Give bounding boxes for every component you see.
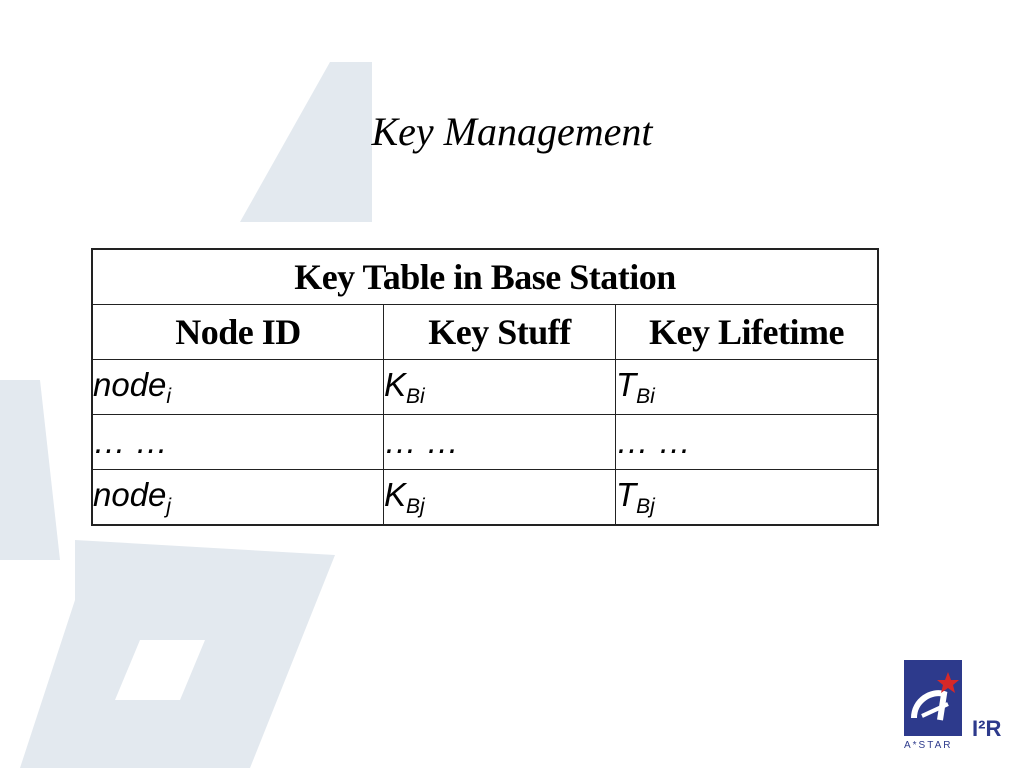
table-row <box>92 360 878 415</box>
cell-key-stuff: … … <box>384 415 616 470</box>
cell-node-id: … … <box>92 415 384 470</box>
cell-key-lifetime: $T_{Bj}$ <box>616 470 879 526</box>
cell-key-lifetime: $T_{Bi}$ <box>616 360 879 415</box>
cell-key-stuff: $K_{Bi}$ <box>384 360 616 415</box>
header-key-stuff: Key Stuff <box>384 305 616 360</box>
slide-title: Key Management <box>371 109 653 154</box>
cell-key-stuff: $K_{Bj}$ <box>384 470 616 526</box>
logo-i2r-text: I²R <box>972 716 1002 741</box>
cell-node-id: node$_i$ <box>92 360 384 415</box>
caption-row <box>92 249 878 305</box>
cell-node-id: node$_j$ <box>92 470 384 526</box>
logo-mark-icon <box>904 660 962 736</box>
header-row <box>92 305 878 360</box>
key-table <box>91 248 879 526</box>
table-row <box>92 470 878 526</box>
logo-astar-text: A*STAR <box>904 740 953 751</box>
header-key-lifetime: Key Lifetime <box>616 305 879 360</box>
logo-star-icon <box>937 672 959 693</box>
watermark-left-block <box>0 380 60 560</box>
astar-i2r-logo <box>904 660 1016 756</box>
cell-key-lifetime: … … <box>616 415 879 470</box>
header-node-id: Node ID <box>92 305 384 360</box>
table-caption: Key Table in Base Station <box>92 249 878 305</box>
logo-square <box>904 660 962 736</box>
table-row <box>92 415 878 470</box>
